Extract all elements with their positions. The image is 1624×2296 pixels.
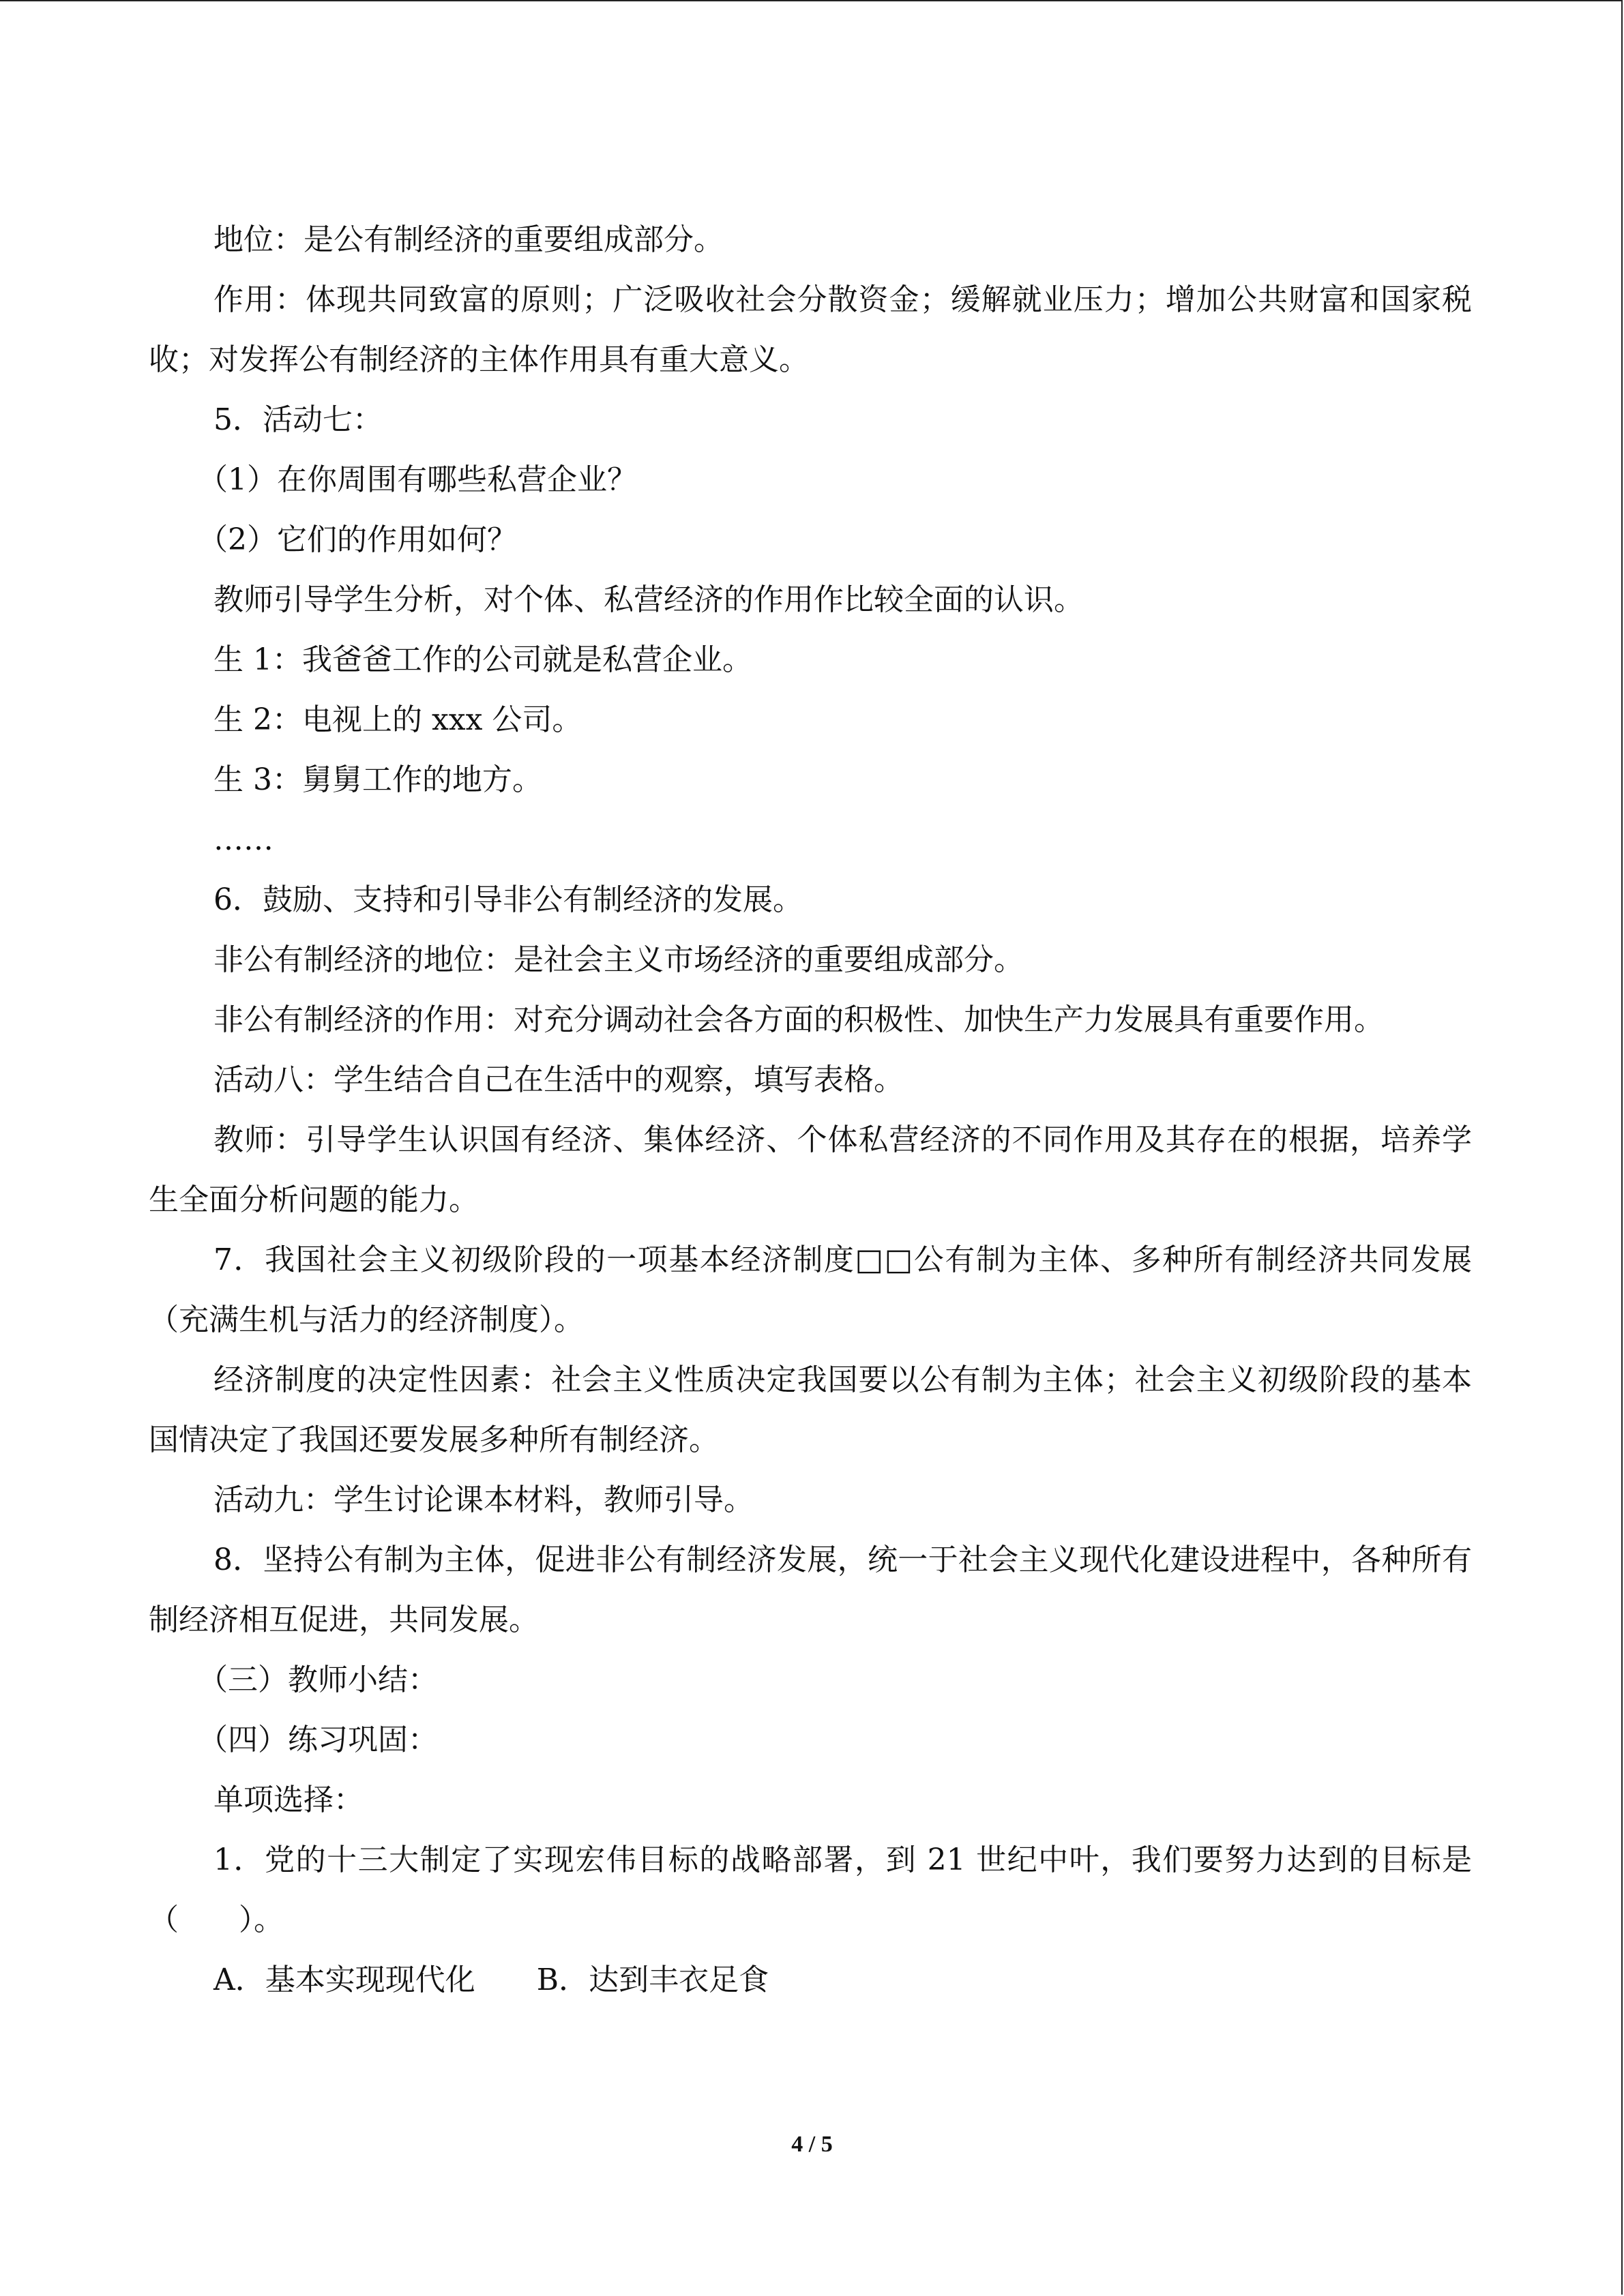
ellipsis: …… (213, 822, 274, 857)
question-item: （2）它们的作用如何？ (198, 522, 517, 557)
question-paragraph: 1．党的十三大制定了实现宏伟目标的战略部署，到 21 世纪中叶，我们要努力达到的目标是（ ）。 (149, 1843, 1472, 1937)
text-paragraph: 作用：体现共同致富的原则；广泛吸收社会分散资金；缓解就业压力；增加公共财富和国家税收；对发挥公有制经济的主体作用具有重大意义。 (149, 282, 1472, 377)
answer-options (149, 1950, 1472, 2010)
text-line: 单项选择： (213, 1783, 364, 1817)
question-item: （1）在你周围有哪些私营企业？ (198, 462, 637, 497)
section-heading: 6．鼓励、支持和引导非公有制经济的发展。 (213, 882, 803, 917)
student-answer: 生 1：我爸爸工作的公司就是私营企业。 (213, 642, 752, 677)
text-line: 教师引导学生分析，对个体、私营经济的作用作比较全面的认识。 (213, 582, 1084, 617)
section-heading: 7．我国社会主义初级阶段的一项基本经济制度□□公有制为主体、多种所有制经济共同发展（充满生机与活力的经济制度）。 (149, 1242, 1472, 1337)
activity-line: 活动八：学生结合自己在生活中的观察，填写表格。 (213, 1062, 904, 1097)
student-answer: 生 3：舅舅工作的地方。 (213, 762, 542, 797)
option-a: A．基本实现现代化 (213, 1963, 475, 1997)
text-line: 非公有制经济的地位：是社会主义市场经济的重要组成部分。 (213, 942, 1024, 977)
activity-line: 活动九：学生讨论课本材料，教师引导。 (213, 1482, 754, 1517)
section-heading: 8．坚持公有制为主体，促进非公有制经济发展，统一于社会主义现代化建设进程中，各种所有制经济相互促进，共同发展。 (149, 1542, 1472, 1637)
text-line: 地位：是公有制经济的重要组成部分。 (213, 222, 724, 257)
section-heading: 5．活动七： (213, 402, 383, 437)
student-answer: 生 2：电视上的 xxx 公司。 (213, 702, 582, 737)
document-body (149, 210, 1472, 2010)
subsection-heading: （四）练习巩固： (198, 1723, 438, 1757)
option-b: B．达到丰衣足食 (536, 1963, 769, 1997)
text-paragraph: 非公有制经济的作用：对充分调动社会各方面的积极性、加快生产力发展具有重要作用。 (213, 1002, 1384, 1037)
text-paragraph: 教师：引导学生认识国有经济、集体经济、个体私营经济的不同作用及其存在的根据，培养学生全面分析问题的能力。 (149, 1122, 1472, 1217)
text-paragraph: 经济制度的决定性因素：社会主义性质决定我国要以公有制为主体；社会主义初级阶段的基本国情决定了我国还要发展多种所有制经济。 (149, 1362, 1472, 1457)
subsection-heading: （三）教师小结： (198, 1663, 438, 1697)
page-number: 4 / 5 (791, 2132, 833, 2157)
